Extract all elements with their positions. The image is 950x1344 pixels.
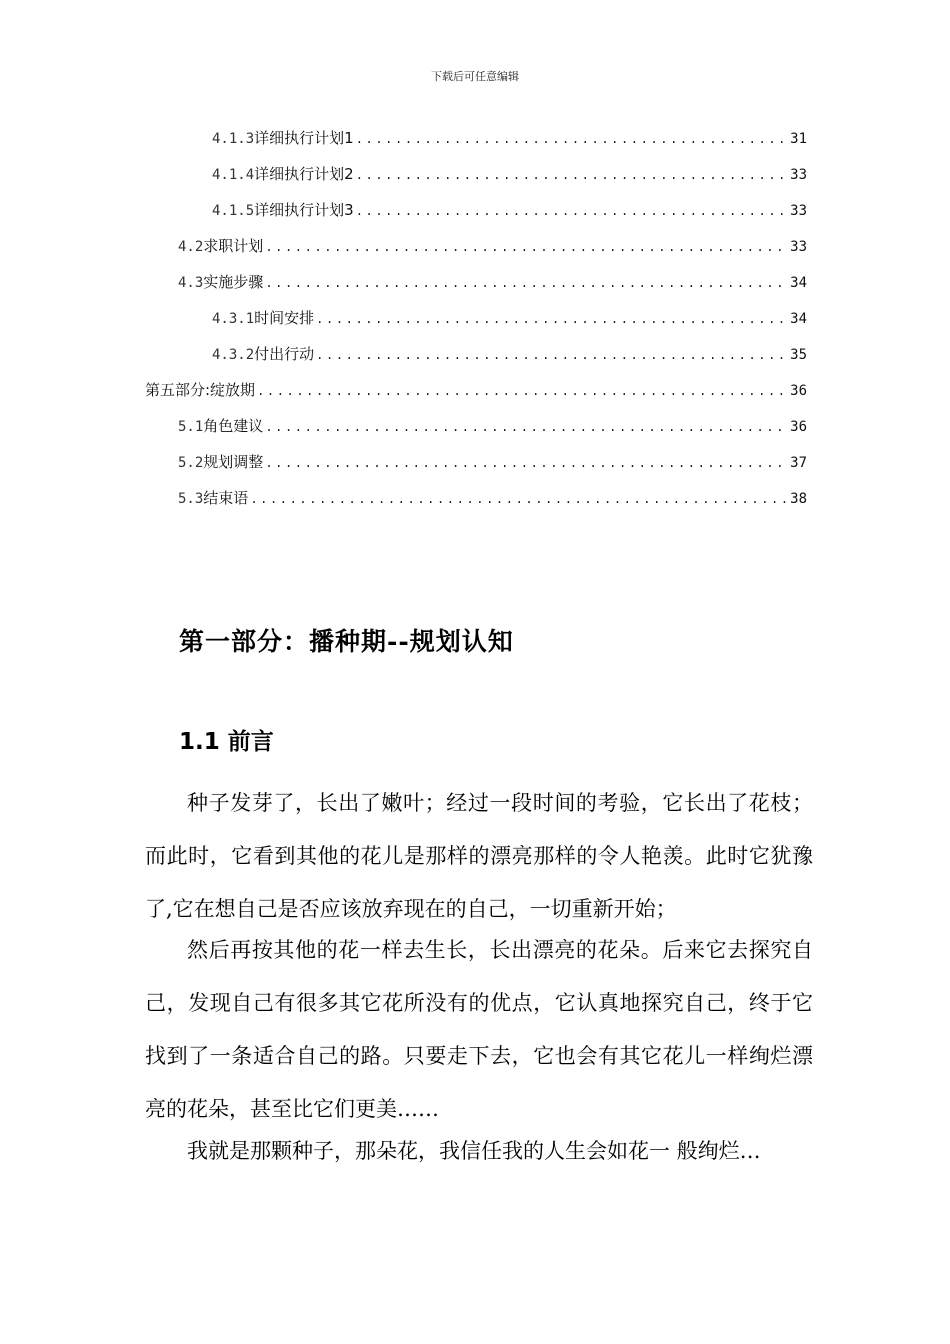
toc-leader-dots bbox=[265, 276, 788, 290]
toc-entry-title: 规划调整 bbox=[203, 453, 264, 471]
toc-entry-number: 4.1.3 bbox=[212, 131, 255, 147]
toc-leader-dots bbox=[316, 312, 788, 326]
toc-entry-page: 36 bbox=[790, 419, 807, 435]
body-paragraph: 我就是那颗种子，那朵花，我信任我的人生会如花一 般绚烂… bbox=[187, 1139, 761, 1163]
toc-leader-dots bbox=[316, 348, 788, 362]
body-paragraph-block bbox=[145, 777, 813, 936]
toc-entry-page: 38 bbox=[790, 491, 807, 507]
header-note: 下载后可任意编辑 bbox=[431, 70, 519, 83]
toc-entry-number: 4.3.1 bbox=[212, 311, 255, 327]
toc-entry[interactable] bbox=[178, 271, 807, 295]
toc-entry-number: 5.3 bbox=[178, 491, 204, 507]
toc-entry[interactable] bbox=[178, 451, 807, 475]
toc-entry-page: 33 bbox=[790, 167, 807, 183]
toc-entry-title: 详细执行计划1 bbox=[254, 129, 354, 147]
toc-entry[interactable] bbox=[212, 127, 807, 151]
toc-leader-dots bbox=[356, 204, 788, 218]
toc-leader-dots bbox=[265, 240, 788, 254]
toc-entry-page: 36 bbox=[790, 383, 807, 399]
toc-entry-title: 实施步骤 bbox=[203, 273, 264, 291]
toc-entry[interactable] bbox=[212, 307, 807, 331]
toc-entry-title: 角色建议 bbox=[203, 417, 264, 435]
toc-entry[interactable] bbox=[178, 487, 807, 511]
toc-entry-page: 33 bbox=[790, 203, 807, 219]
toc-entry-number: 4.2 bbox=[178, 239, 204, 255]
toc-entry-title: 详细执行计划2 bbox=[254, 165, 354, 183]
toc-leader-dots bbox=[250, 492, 788, 506]
toc-leader-dots bbox=[356, 132, 788, 146]
toc-leader-dots bbox=[257, 384, 788, 398]
toc-entry-page: 34 bbox=[790, 275, 807, 291]
toc-entry[interactable] bbox=[178, 415, 807, 439]
body-paragraph: 然后再按其他的花一样去生长，长出漂亮的花朵。后来它去探究自己，发现自己有很多其它花所没有的优点，它认真地探究自己，终于它找到了一条适合自己的路。只要走下去，它也会有其它花儿一样绚烂漂亮的花朵，甚至比它们更美…… bbox=[145, 938, 813, 1121]
toc-entry-title: 时间安排 bbox=[254, 309, 315, 327]
toc-entry-number: 4.1.5 bbox=[212, 203, 255, 219]
toc-entry-title: 结束语 bbox=[203, 489, 249, 507]
toc-leader-dots bbox=[356, 168, 788, 182]
toc-entry-page: 34 bbox=[790, 311, 807, 327]
toc-entry[interactable] bbox=[212, 163, 807, 187]
toc-entry[interactable] bbox=[145, 379, 807, 403]
toc-entry-page: 31 bbox=[790, 131, 807, 147]
toc-entry-page: 33 bbox=[790, 239, 807, 255]
body-paragraph: 种子发芽了，长出了嫩叶；经过一段时间的考验，它长出了花枝；而此时，它看到其他的花儿是那样的漂亮那样的令人艳羡。此时它犹豫了,它在想自己是否应该放弃现在的自己，一切重新开始； bbox=[145, 791, 813, 921]
toc-entry-title: 求职计划 bbox=[203, 237, 264, 255]
toc-entry-number: 5.1 bbox=[178, 419, 204, 435]
body-paragraph-block bbox=[145, 924, 813, 1136]
toc-entry-number: 5.2 bbox=[178, 455, 204, 471]
toc-leader-dots bbox=[265, 420, 788, 434]
toc-entry[interactable] bbox=[212, 343, 807, 367]
toc-entry-number: 4.1.4 bbox=[212, 167, 255, 183]
section-heading: 第一部分：播种期--规划认知 bbox=[179, 627, 514, 656]
subsection-heading: 1.1 前言 bbox=[179, 729, 274, 755]
toc-entry-number: 4.3 bbox=[178, 275, 204, 291]
toc-entry-title: 付出行动 bbox=[254, 345, 315, 363]
toc-entry-title: 详细执行计划3 bbox=[254, 201, 354, 219]
toc-entry[interactable] bbox=[178, 235, 807, 259]
toc-entry-number: 4.3.2 bbox=[212, 347, 255, 363]
toc-entry[interactable] bbox=[212, 199, 807, 223]
toc-entry-page: 37 bbox=[790, 455, 807, 471]
toc-entry-page: 35 bbox=[790, 347, 807, 363]
toc-leader-dots bbox=[265, 456, 788, 470]
body-paragraph-block bbox=[145, 1125, 813, 1178]
toc-entry-title: 第五部分:绽放期 bbox=[145, 381, 256, 399]
